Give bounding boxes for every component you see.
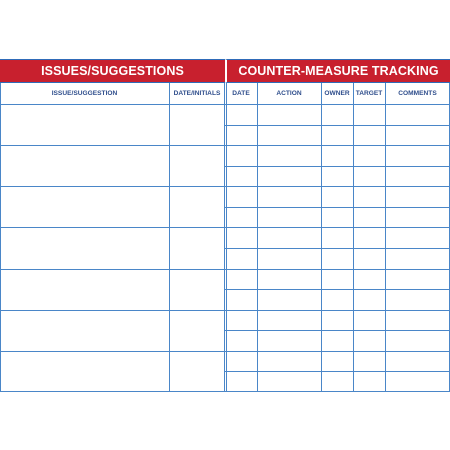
issue-row-line <box>0 269 225 270</box>
column-header-owner: OWNER <box>324 90 350 97</box>
column-divider <box>321 83 322 392</box>
tracking-row-line <box>225 391 450 392</box>
column-header-issue: ISSUE/SUGGESTION <box>51 90 118 97</box>
column-header-comments: COMMENTS <box>398 90 437 97</box>
tracking-row-line <box>225 227 450 228</box>
tracking-row-line <box>225 207 450 208</box>
issues-suggestions-header: ISSUES/SUGGESTIONS <box>0 59 225 83</box>
tracking-row-line <box>225 186 450 187</box>
tracking-row-line <box>225 125 450 126</box>
column-header-date-initials: DATE/INITIALS <box>173 90 221 97</box>
tracking-row-line <box>225 166 450 167</box>
column-divider <box>169 83 170 392</box>
tracking-row-line <box>225 310 450 311</box>
tracking-row-line <box>225 269 450 270</box>
column-divider <box>0 83 1 392</box>
column-divider <box>257 83 258 392</box>
tracking-board <box>0 59 450 392</box>
tracking-row-line <box>225 289 450 290</box>
column-divider <box>353 83 354 392</box>
issue-row-line <box>0 310 225 311</box>
tracking-row-line <box>225 248 450 249</box>
issue-row-line <box>0 145 225 146</box>
header-underline <box>0 104 450 105</box>
counter-measure-tracking-header: COUNTER-MEASURE TRACKING <box>225 59 450 83</box>
column-header-target: TARGET <box>355 90 383 97</box>
tracking-row-line <box>225 330 450 331</box>
issue-row-line <box>0 186 225 187</box>
column-divider <box>224 83 225 392</box>
issue-row-line <box>0 351 225 352</box>
column-header-date: DATE <box>232 90 250 97</box>
section-divider <box>226 83 227 392</box>
tracking-row-line <box>225 371 450 372</box>
column-header-action: ACTION <box>276 90 302 97</box>
issue-row-line <box>0 391 225 392</box>
column-divider <box>385 83 386 392</box>
tracking-row-line <box>225 145 450 146</box>
tracking-row-line <box>225 351 450 352</box>
tracking-grid <box>0 83 450 392</box>
issue-row-line <box>0 227 225 228</box>
